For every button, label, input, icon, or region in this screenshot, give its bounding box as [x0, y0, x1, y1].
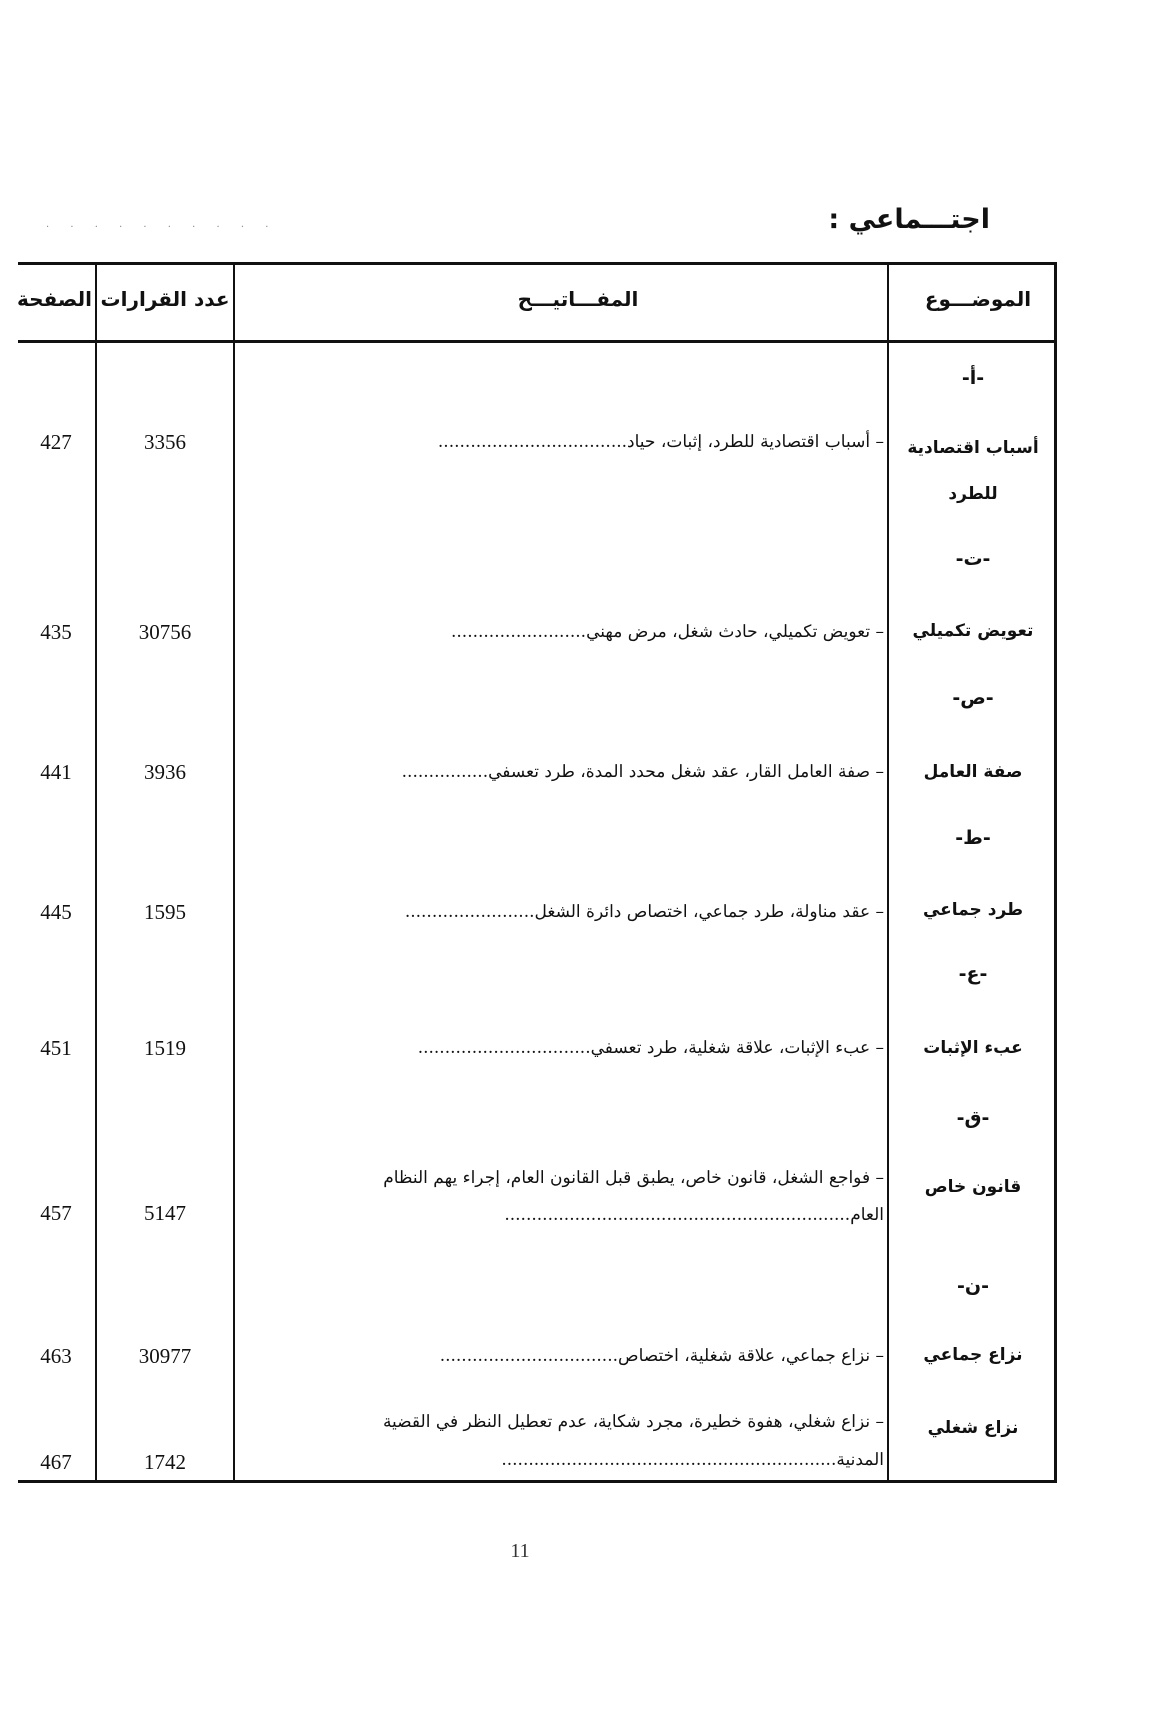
group-letter: -ص- — [952, 687, 994, 709]
page-ref: 445 — [40, 900, 72, 924]
group-letter: -ق- — [956, 1107, 990, 1129]
column-divider — [887, 265, 889, 1480]
page-ref: 427 — [40, 430, 72, 454]
decision-number: 1519 — [144, 1036, 186, 1060]
header-rule — [18, 340, 1054, 343]
topic-line: نزاع شغلي — [927, 1418, 1019, 1438]
decision-number: 3356 — [144, 430, 186, 454]
index-table — [18, 262, 1057, 1483]
page-ref: 435 — [40, 620, 72, 644]
page-ref: 467 — [40, 1450, 72, 1474]
page-ref: 463 — [40, 1344, 72, 1368]
topic-line: طرد جماعي — [922, 900, 1024, 920]
keywords-line: – تعويض تكميلي، حادث شغل، مرض مهني......................... — [450, 622, 884, 642]
decision-number: 1742 — [144, 1450, 186, 1474]
topic-line: أسباب اقتصادية — [907, 438, 1039, 458]
header-keywords: المفـــاتيـــح — [517, 287, 639, 311]
group-letter: -ت- — [955, 548, 991, 570]
page-ref: 451 — [40, 1036, 72, 1060]
page-ref: 441 — [40, 760, 72, 784]
column-divider — [233, 265, 235, 1480]
keywords-line: المدنية.............................................................. — [501, 1450, 884, 1470]
topic-line: عبء الإثبات — [923, 1038, 1023, 1058]
page-ref: 457 — [40, 1201, 72, 1225]
keywords-line: – أسباب اقتصادية للطرد، إثبات، حياد................................... — [437, 432, 884, 452]
topic-line: نزاع جماعي — [923, 1345, 1023, 1365]
group-letter: -أ- — [961, 367, 985, 389]
keywords-line: – صفة العامل القار، عقد شغل محدد المدة، طرد تعسفي................ — [401, 762, 884, 782]
column-divider — [95, 265, 97, 1480]
decision-number: 1595 — [144, 900, 186, 924]
keywords-line: – نزاع شغلي، هفوة خطيرة، مجرد شكاية، عدم تعطيل النظر في القضية — [382, 1412, 884, 1432]
keywords-line: – نزاع جماعي، علاقة شغلية، اختصاص................................. — [439, 1346, 884, 1366]
header-decision-number: عدد القرارات — [100, 287, 230, 311]
group-letter: -ن- — [957, 1275, 989, 1297]
page-number: 11 — [510, 1540, 530, 1562]
decision-number: 30977 — [138, 1344, 192, 1368]
topic-line: قانون خاص — [924, 1177, 1022, 1197]
header-page: الصفحة — [16, 287, 92, 311]
group-letter: -ط- — [955, 827, 991, 849]
keywords-line: العام................................................................ — [504, 1205, 884, 1225]
keywords-line: – فواجع الشغل، قانون خاص، يطبق قبل القانون العام، إجراء يهم النظام — [383, 1168, 884, 1188]
decision-number: 30756 — [138, 620, 192, 644]
topic-line: صفة العامل — [923, 762, 1023, 782]
decision-number: 3936 — [144, 760, 186, 784]
header-topic: الموضـــوع — [924, 287, 1032, 311]
topic-line: تعويض تكميلي — [912, 621, 1034, 641]
decision-number: 5147 — [144, 1201, 186, 1225]
keywords-line: – عقد مناولة، طرد جماعي، اختصاص دائرة الشغل........................ — [404, 902, 884, 922]
group-letter: -ع- — [958, 963, 988, 985]
section-title: اجتـــماعي : — [828, 204, 990, 235]
keywords-line: – عبء الإثبات، علاقة شغلية، طرد تعسفي................................ — [417, 1038, 884, 1058]
scan-noise: · · · · · · · · · · — [46, 222, 278, 233]
topic-line: للطرد — [948, 484, 998, 504]
